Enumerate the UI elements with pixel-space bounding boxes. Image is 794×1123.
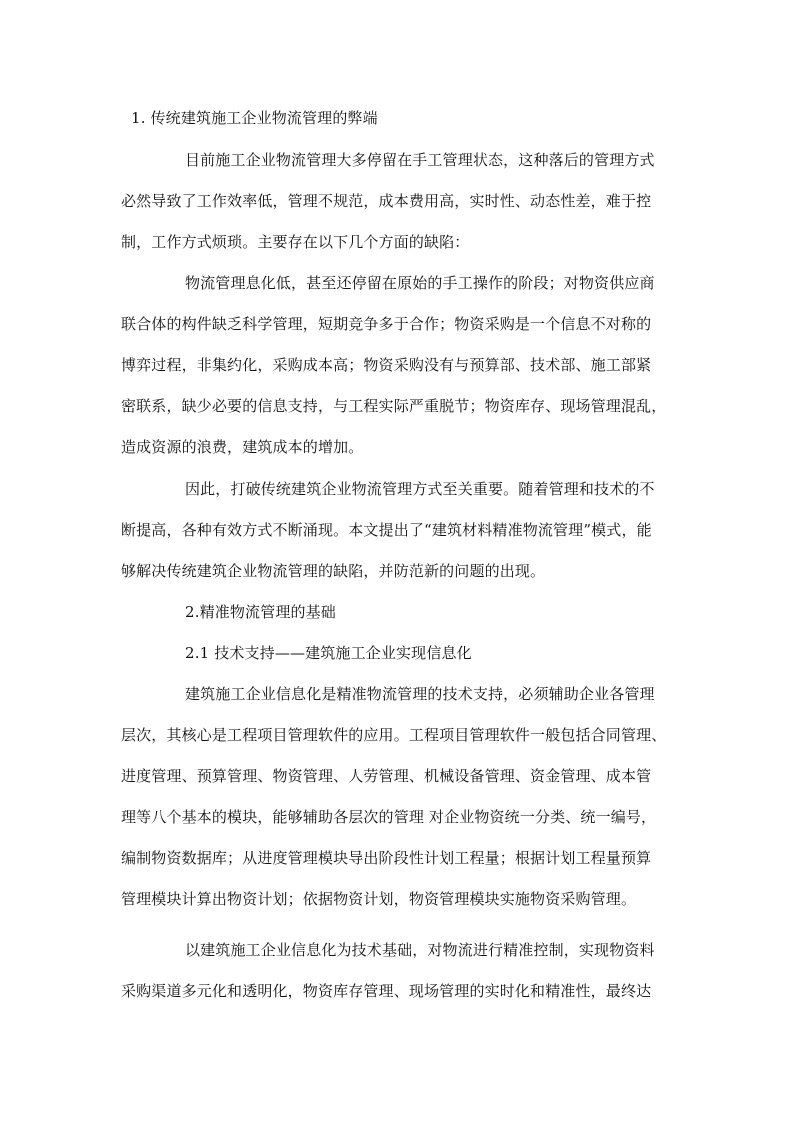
section-heading-1: 1. 传统建筑施工企业物流管理的弊端	[131, 109, 378, 127]
paragraph-line: 编制物资数据库；从进度管理模块导出阶段性计划工程量；根据计划工程量预算	[121, 849, 652, 867]
paragraph-line: 进度管理、预算管理、物资管理、人劳管理、机械设备管理、资金管理、成本管	[121, 767, 652, 785]
paragraph-line: 理等八个基本的模块，能够辅助各层次的管理 对企业物资统一分类、统一编号，	[121, 808, 657, 826]
section-heading-2-1: 2.1 技术支持——建筑施工企业实现信息化	[185, 644, 472, 662]
paragraph-line: 制，工作方式烦琐。主要存在以下几个方面的缺陷：	[121, 233, 470, 251]
paragraph-line: 断提高，各种有效方式不断涌现。本文提出了“建筑材料精准物流管理”模式，能	[121, 521, 652, 539]
paragraph-line: 博弈过程，非集约化，采购成本高；物资采购没有与预算部、技术部、施工部紧	[121, 356, 652, 374]
paragraph-line: 以建筑施工企业信息化为技术基础，对物流进行精准控制，实现物资料	[185, 941, 655, 959]
paragraph-line: 因此，打破传统建筑企业物流管理方式至关重要。随着管理和技术的不	[185, 480, 655, 498]
paragraph-line: 管理模块计算出物资计划；依据物资计划，物资管理模块实施物资采购管理。	[121, 890, 637, 908]
paragraph-line: 层次，其核心是工程项目管理软件的应用。工程项目管理软件一般包括合同管理、	[121, 726, 667, 744]
paragraph-line: 目前施工企业物流管理大多停留在手工管理状态，这种落后的管理方式	[185, 151, 655, 169]
section-heading-2: 2.精准物流管理的基础	[185, 603, 336, 621]
paragraph-line: 联合体的构件缺乏科学管理，短期竞争多于合作；物资采购是一个信息不对称的	[121, 315, 652, 333]
paragraph-line: 采购渠道多元化和透明化，物资库存管理、现场管理的实时化和精准性，最终达	[121, 982, 652, 1000]
paragraph-line: 建筑施工企业信息化是精准物流管理的技术支持，必须辅助企业各管理	[185, 685, 655, 703]
paragraph-line: 密联系，缺少必要的信息支持，与工程实际严重脱节；物资库存、现场管理混乱，	[121, 397, 667, 415]
paragraph-line: 物流管理息化低，甚至还停留在原始的手工操作的阶段；对物资供应商	[185, 274, 655, 292]
paragraph-line: 造成资源的浪费，建筑成本的增加。	[121, 438, 364, 456]
paragraph-line: 够解决传统建筑企业物流管理的缺陷，并防范新的问题的出现。	[121, 562, 546, 580]
paragraph-line: 必然导致了工作效率低，管理不规范，成本费用高，实时性、动态性差，难于控	[121, 192, 652, 210]
